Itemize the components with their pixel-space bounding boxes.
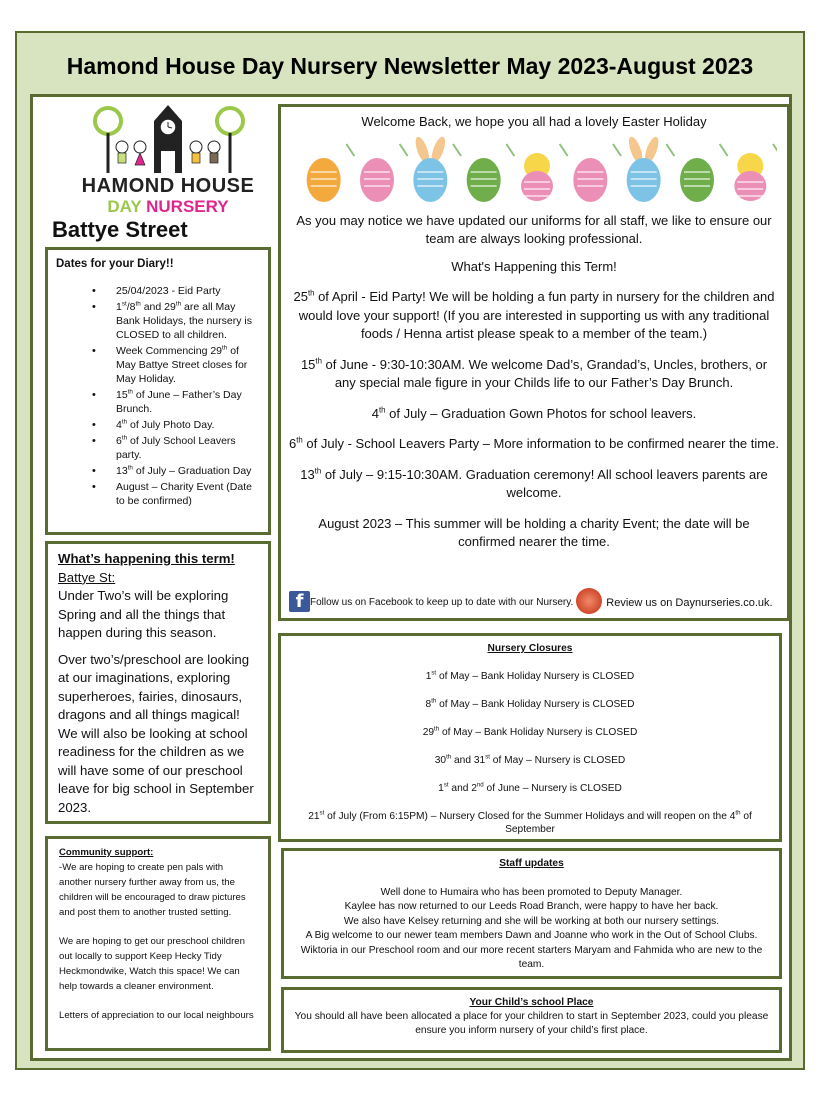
community-paragraph: Letters of appreciation to our local neighbours [59, 1010, 254, 1021]
event-item: 6th of July - School Leavers Party – More information to be confirmed nearer the time. [289, 435, 779, 451]
diary-item-text: 4th of July Photo Day. [116, 418, 215, 431]
easter-egg-icon [573, 144, 621, 202]
diary-item [56, 388, 260, 416]
nursery-logo [78, 103, 258, 223]
easter-egg-icon [360, 144, 408, 202]
facebook-link[interactable]: Follow us on Facebook to keep up to date with our Nursery. [310, 596, 574, 608]
diary-list [56, 284, 260, 508]
closure-item: 8th of May – Bank Holiday Nursery is CLOSED [425, 697, 635, 710]
staff-update-line: Well done to Humaira who has been promoted to Deputy Manager. [380, 886, 683, 898]
bullet-icon: • [92, 285, 96, 297]
logo-nursery: NURSERY [146, 197, 229, 216]
newsletter-title: Hamond House Day Nursery Newsletter May 2023-August 2023 [66, 53, 754, 79]
diary-item-text: 15th of June – Father’s Day Brunch. [116, 388, 242, 415]
closures-list [289, 670, 771, 836]
community-box [45, 836, 271, 1051]
daynurseries-badge-icon[interactable] [576, 588, 602, 614]
branch-name: Battye Street [52, 217, 188, 242]
welcome-uniforms: As you may notice we have updated our uniforms for all staff, we like to ensure our team are always looking professional. [296, 212, 772, 246]
bunny-egg-icon [413, 136, 461, 202]
easter-eggs-banner [297, 136, 771, 206]
logo-illustration [78, 103, 258, 175]
diary-item [56, 480, 260, 508]
bullet-icon: • [92, 389, 96, 401]
closures-heading: Nursery Closures [487, 643, 573, 654]
school-place-text: You should all have been allocated a place for your children to start in September 2023, could you please ensure you inform nursery of your child’s first place. [294, 1011, 769, 1036]
staff-heading: Staff updates [499, 858, 564, 869]
chick-egg-icon [521, 144, 568, 201]
logo-day: DAY [107, 197, 142, 216]
event-item: 4th of July – Graduation Gown Photos for school leavers. [371, 405, 697, 421]
bullet-icon: • [92, 481, 96, 493]
diary-heading: Dates for your Diary!! [56, 258, 174, 270]
easter-egg-icon [307, 144, 355, 202]
bullet-icon: • [92, 465, 96, 477]
staff-update-line: Kaylee has now returned to our Leeds Road Branch, were happy to have her back. [344, 901, 719, 912]
event-item: 15th of June - 9:30-10:30AM. We welcome Dad’s, Grandad’s, Uncles, brothers, or any special male figure in your Childs life to our Father’s Day Brunch. [300, 356, 768, 390]
closure-item: 21st of July (From 6:15PM) – Nursery Closed for the Summer Holidays and will reopen on the 4th of September [308, 809, 752, 835]
diary-item [56, 300, 260, 342]
event-item: August 2023 – This summer will be holding a charity Event; the date will be confirmed nearer the time. [318, 515, 750, 549]
logo-subtitle [78, 197, 258, 217]
welcome-intro: Welcome Back, we hope you all had a lovely Easter Holiday [361, 114, 707, 129]
staff-update-line: We also have Kelsey returning and she will be working at both our nursery settings. [343, 915, 720, 927]
review-link[interactable]: Review us on Daynurseries.co.uk. [606, 596, 773, 609]
community-heading: Community support: [59, 847, 154, 858]
diary-item-text: 13th of July – Graduation Day [116, 464, 252, 477]
closure-item: 30th and 31st of May – Nursery is CLOSED [434, 753, 626, 766]
bullet-icon: • [92, 435, 96, 447]
diary-item-text: 6th of July School Leavers party. [116, 434, 236, 461]
closure-item: 1st of May – Bank Holiday Nursery is CLOSED [425, 669, 635, 682]
happening-heading: What’s happening this term! [58, 551, 235, 566]
bullet-icon: • [92, 345, 96, 357]
staff-update-line: A Big welcome to our newer team members Dawn and Joanne who work in the Out of School Clubs. Wiktoria in our Preschool room and our more recent starters Maryam and Fahmida who are new to the team. [300, 930, 763, 970]
diary-item-text: 1st/8th and 29th are all May Bank Holidays, the nursery is CLOSED to all children. [116, 300, 252, 341]
facebook-icon[interactable]: f [289, 591, 310, 612]
happening-over-twos: Over two’s/preschool are looking at our imaginations, exploring superheroes, fairies, dinosaurs, dragons and all things magical! We will also be looking at school readiness for the children as we will have some of our preschool leave for big school in September 2023. [58, 651, 254, 815]
diary-item-text: August – Charity Event (Date to be confirmed) [116, 481, 252, 507]
events-list [289, 288, 779, 552]
bunny-egg-icon [626, 136, 674, 202]
closure-item: 1st and 2nd of June – Nursery is CLOSED [438, 781, 622, 794]
bullet-icon: • [92, 301, 96, 313]
diary-item [56, 434, 260, 462]
term-heading: What's Happening this Term! [451, 258, 617, 274]
diary-item [56, 464, 260, 478]
diary-box [45, 247, 271, 535]
happening-under-twos: Under Two’s will be exploring Spring and all the things that happen during this season. [58, 588, 229, 640]
diary-item-text: Week Commencing 29th of May Battye Street closes for May Holiday. [116, 344, 248, 385]
diary-item-text: 25/04/2023 - Eid Party [116, 285, 221, 297]
diary-item [56, 418, 260, 432]
community-paragraph: We are hoping to get our preschool children out locally to support Keep Hecky Tidy Heckmondwike, Watch this space! We can help towards a cleaner environment. [59, 936, 245, 992]
logo-name: HAMOND HOUSE [81, 175, 255, 197]
community-paragraph: -We are hoping to create pen pals with another nursery further away from us, the children will be encouraged to draw pictures and post them to another trusted setting. [59, 862, 246, 918]
social-links [289, 588, 779, 612]
diary-item [56, 344, 260, 386]
closure-item: 29th of May – Bank Holiday Nursery is CLOSED [422, 725, 638, 738]
closures-box [278, 633, 782, 842]
school-place-heading: Your Child’s school Place [469, 997, 594, 1008]
event-item: 13th of July – 9:15-10:30AM. Graduation ceremony! All school leavers parents are welcome. [300, 466, 768, 500]
welcome-box [278, 104, 790, 621]
bullet-icon: • [92, 419, 96, 431]
easter-egg-icon [680, 144, 728, 202]
staff-box [281, 848, 782, 979]
school-place-box [281, 987, 782, 1053]
chick-egg-icon [734, 144, 777, 201]
diary-item [56, 284, 260, 298]
event-item: 25th of April - Eid Party! We will be holding a fun party in nursery for the children and would love your support! (If you are interested in supporting us with any traditional foods / Henna artist please speak to a member of the team.) [293, 288, 775, 341]
easter-eggs-illustration [297, 136, 777, 206]
staff-list [292, 886, 771, 973]
happening-location: Battye St: [58, 569, 116, 585]
happening-box [45, 541, 271, 824]
easter-egg-icon [467, 144, 515, 202]
